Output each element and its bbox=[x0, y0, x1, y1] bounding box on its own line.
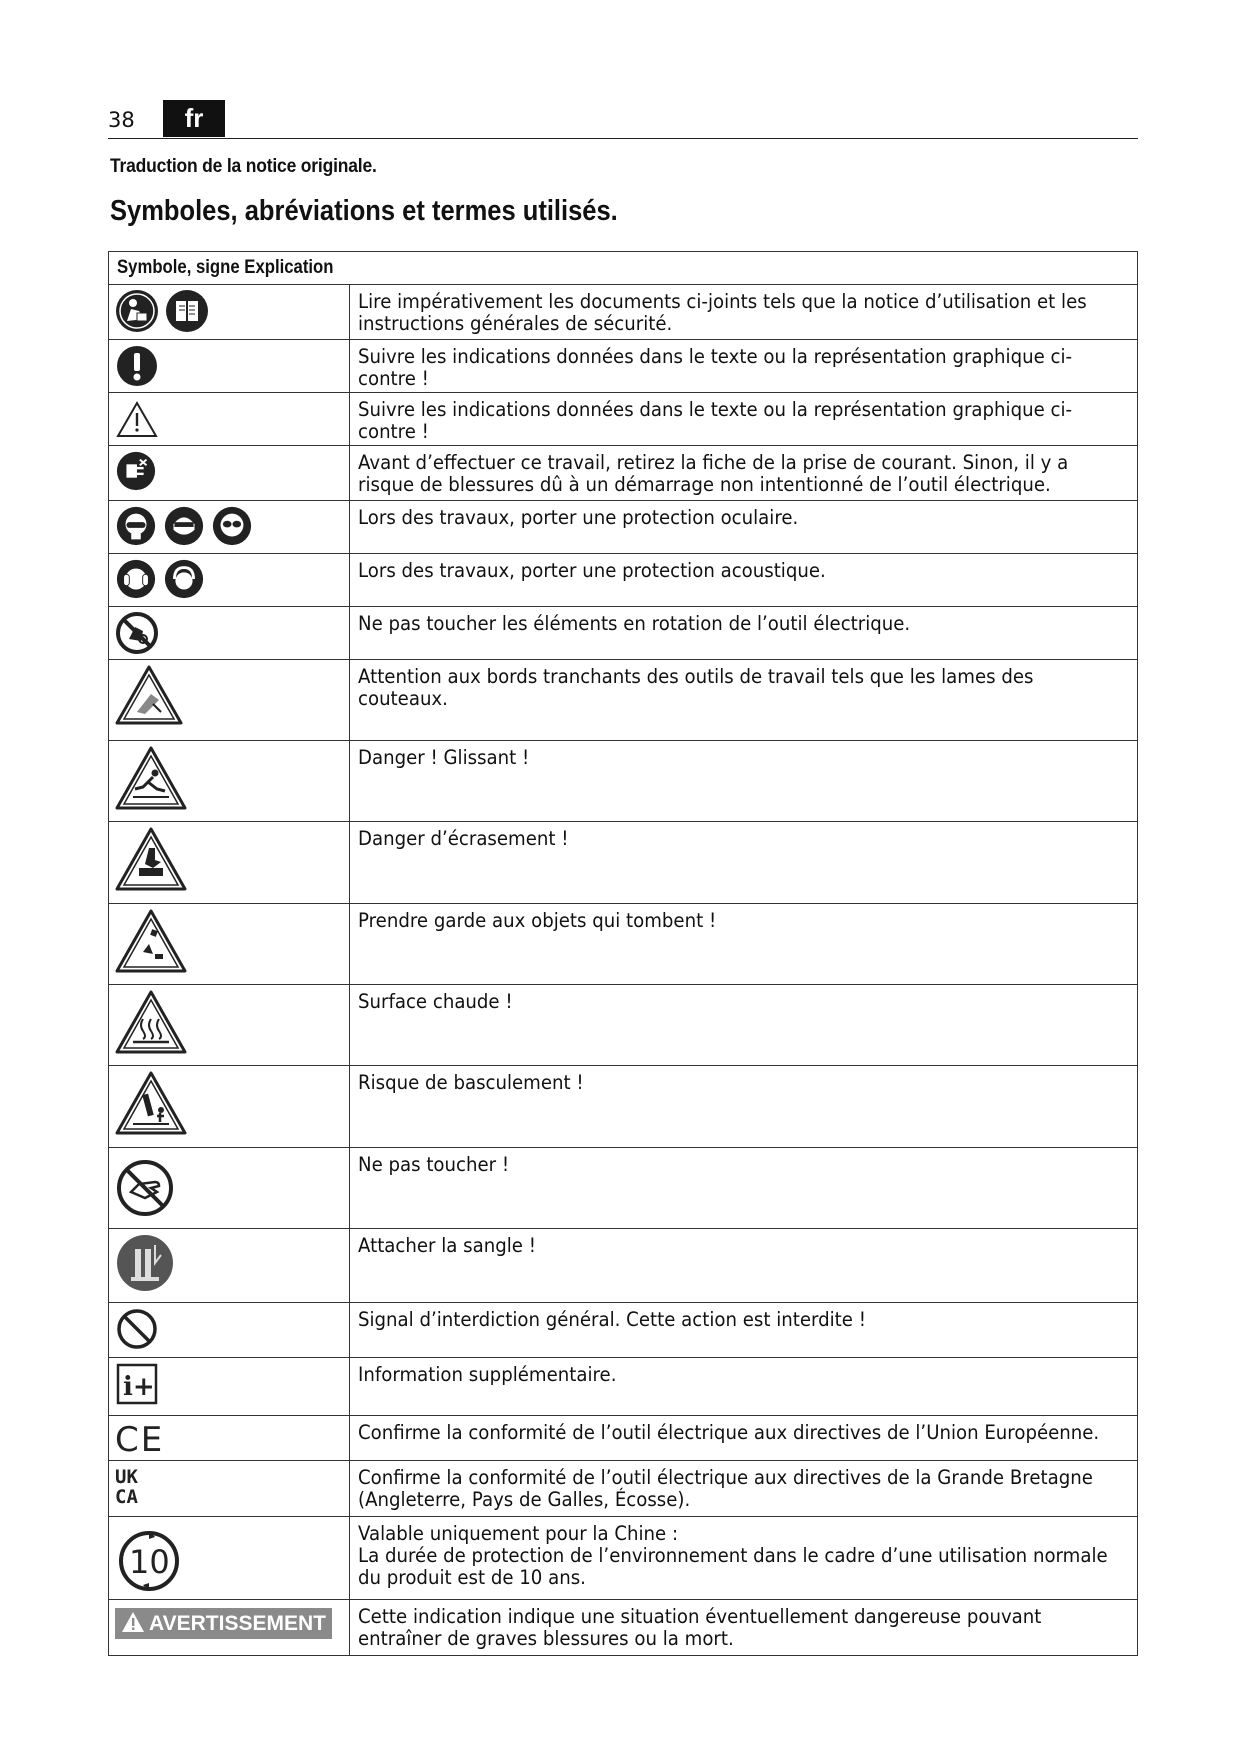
explanation-text: Risque de basculement ! bbox=[358, 1071, 584, 1094]
ce-mark-icon bbox=[115, 1420, 167, 1456]
sharp-edges-warning-icon bbox=[115, 664, 183, 726]
explanation-text: Danger d’écrasement ! bbox=[358, 827, 569, 850]
symbol-cell bbox=[109, 1600, 350, 1656]
explanation-cell bbox=[350, 501, 1138, 554]
slippery-warning-icon bbox=[115, 745, 187, 811]
explanation-cell bbox=[350, 1148, 1138, 1229]
info-mark-text: i+ bbox=[123, 1372, 155, 1402]
table-row bbox=[109, 607, 1138, 660]
symbol-cell bbox=[109, 285, 350, 340]
table-row bbox=[109, 822, 1138, 904]
explanation-cell bbox=[350, 554, 1138, 607]
explanation-cell bbox=[350, 904, 1138, 985]
table-row bbox=[109, 1517, 1138, 1600]
ear-protection-icon bbox=[115, 558, 157, 600]
symbol-cell bbox=[109, 904, 350, 985]
table-row bbox=[109, 554, 1138, 607]
explanation-text: Cette indication indique une situation éventuellement dangereuse pouvant entraîner de graves blessures ou la mort. bbox=[358, 1605, 1042, 1650]
symbol-cell bbox=[109, 554, 350, 607]
attach-strap-icon bbox=[115, 1233, 175, 1293]
explanation-cell bbox=[350, 285, 1138, 340]
explanation-cell bbox=[350, 446, 1138, 501]
symbol-cell bbox=[109, 501, 350, 554]
tipping-warning-icon bbox=[115, 1070, 187, 1136]
table-row bbox=[109, 1303, 1138, 1358]
symbol-cell bbox=[109, 340, 350, 393]
efup-years: 10 bbox=[129, 1543, 170, 1581]
avertissement-label: AVERTISSEMENT bbox=[149, 1612, 326, 1635]
explanation-text: Valable uniquement pour la Chine : La durée de protection de l’environnement dans le cadre d’une utilisation normale du produit est de 10 ans. bbox=[358, 1522, 1108, 1589]
symbol-cell bbox=[109, 393, 350, 446]
explanation-cell bbox=[350, 985, 1138, 1066]
table-header bbox=[109, 252, 1138, 285]
goggles-icon bbox=[211, 505, 253, 547]
explanation-cell bbox=[350, 1358, 1138, 1416]
explanation-text: Avant d’effectuer ce travail, retirez la fiche de la prise de courant. Sinon, il y a risque de blessures dû à un démarrage non intentionné de l’outil électrique. bbox=[358, 451, 1069, 496]
symbol-cell bbox=[109, 1358, 350, 1416]
table-row bbox=[109, 393, 1138, 446]
symbol-cell bbox=[109, 1517, 350, 1600]
explanation-text: Surface chaude ! bbox=[358, 990, 513, 1013]
ear-muffs-icon bbox=[163, 558, 205, 600]
uk-mark-text: UK bbox=[115, 1466, 138, 1488]
avertissement-badge bbox=[115, 1608, 332, 1639]
unplug-icon bbox=[115, 450, 157, 492]
table-row bbox=[109, 985, 1138, 1066]
page-title: Symboles, abréviations et termes utilisés. bbox=[110, 195, 618, 227]
explanation-text: Danger ! Glissant ! bbox=[358, 746, 530, 769]
explanation-text: Attacher la sangle ! bbox=[358, 1234, 536, 1257]
table-row bbox=[109, 340, 1138, 393]
mandatory-exclamation-icon bbox=[115, 344, 159, 388]
language-badge: fr bbox=[163, 100, 225, 137]
table-row bbox=[109, 285, 1138, 340]
symbol-cell bbox=[109, 1066, 350, 1148]
symbol-cell bbox=[109, 1461, 350, 1517]
do-not-touch-icon bbox=[115, 1158, 175, 1218]
table-row bbox=[109, 1600, 1138, 1656]
explanation-cell bbox=[350, 1461, 1138, 1517]
book-icon bbox=[165, 289, 209, 333]
symbol-cell bbox=[109, 607, 350, 660]
table-row bbox=[109, 1416, 1138, 1461]
symbol-cell bbox=[109, 741, 350, 822]
explanation-cell bbox=[350, 1416, 1138, 1461]
explanation-text: Ne pas toucher ! bbox=[358, 1153, 510, 1176]
table-row bbox=[109, 1229, 1138, 1303]
crush-warning-icon bbox=[115, 826, 187, 892]
explanation-cell bbox=[350, 660, 1138, 741]
symbol-cell bbox=[109, 1148, 350, 1229]
table-row bbox=[109, 741, 1138, 822]
ce-mark-text: CE bbox=[115, 1420, 165, 1456]
table-header-row bbox=[109, 252, 1138, 285]
explanation-cell bbox=[350, 1066, 1138, 1148]
explanation-text: Prendre garde aux objets qui tombent ! bbox=[358, 909, 717, 932]
explanation-cell bbox=[350, 741, 1138, 822]
table-header-label: Symbole, signe Explication bbox=[117, 257, 334, 278]
warning-triangle-icon bbox=[115, 397, 159, 441]
hot-surface-warning-icon bbox=[115, 989, 187, 1055]
table-row bbox=[109, 904, 1138, 985]
explanation-text: Lire impérativement les documents ci-joints tels que la notice d’utilisation et les instructions générales de sécurité. bbox=[358, 290, 1087, 335]
explanation-text: Ne pas toucher les éléments en rotation de l’outil électrique. bbox=[358, 612, 911, 635]
ca-mark-text: CA bbox=[115, 1486, 138, 1507]
explanation-text: Attention aux bords tranchants des outils de travail tels que les lames des couteaux. bbox=[358, 665, 1034, 710]
table-row bbox=[109, 1461, 1138, 1517]
page-header bbox=[108, 100, 1138, 139]
explanation-cell bbox=[350, 340, 1138, 393]
explanation-text: Lors des travaux, porter une protection acoustique. bbox=[358, 559, 826, 582]
page-number: 38 bbox=[108, 108, 135, 132]
ukca-mark-icon bbox=[115, 1465, 155, 1507]
explanation-text: Signal d’interdiction général. Cette action est interdite ! bbox=[358, 1308, 866, 1331]
symbol-cell bbox=[109, 1303, 350, 1358]
symbol-cell bbox=[109, 660, 350, 741]
eye-protection-icon bbox=[115, 505, 157, 547]
falling-objects-warning-icon bbox=[115, 908, 187, 974]
read-manual-icon bbox=[115, 289, 159, 333]
table-row bbox=[109, 446, 1138, 501]
explanation-cell bbox=[350, 1303, 1138, 1358]
explanation-cell bbox=[350, 1229, 1138, 1303]
china-efup-icon bbox=[115, 1527, 183, 1595]
table-row bbox=[109, 1358, 1138, 1416]
explanation-text: Information supplémentaire. bbox=[358, 1363, 617, 1386]
table-row bbox=[109, 1148, 1138, 1229]
information-icon bbox=[115, 1362, 159, 1406]
prohibition-icon bbox=[115, 1307, 159, 1351]
no-touch-rotating-icon bbox=[115, 611, 159, 655]
table-row bbox=[109, 501, 1138, 554]
symbols-table bbox=[108, 251, 1138, 1656]
table-row bbox=[109, 1066, 1138, 1148]
symbol-cell bbox=[109, 822, 350, 904]
explanation-text: Confirme la conformité de l’outil électrique aux directives de la Grande Bretagne (Angleterre, Pays de Galles, Écosse). bbox=[358, 1466, 1093, 1511]
table-row bbox=[109, 660, 1138, 741]
symbol-cell bbox=[109, 446, 350, 501]
explanation-text: Lors des travaux, porter une protection oculaire. bbox=[358, 506, 799, 529]
explanation-cell bbox=[350, 393, 1138, 446]
symbol-cell bbox=[109, 985, 350, 1066]
explanation-cell bbox=[350, 1517, 1138, 1600]
explanation-cell bbox=[350, 822, 1138, 904]
document-subtitle: Traduction de la notice originale. bbox=[110, 156, 377, 177]
face-shield-icon bbox=[163, 505, 205, 547]
explanation-text: Confirme la conformité de l’outil électrique aux directives de l’Union Européenne. bbox=[358, 1421, 1100, 1444]
explanation-text: Suivre les indications données dans le texte ou la représentation graphique ci-contre ! bbox=[358, 345, 1073, 390]
explanation-cell bbox=[350, 1600, 1138, 1656]
warning-triangle-icon bbox=[121, 1611, 145, 1633]
explanation-cell bbox=[350, 607, 1138, 660]
symbol-cell bbox=[109, 1229, 350, 1303]
symbol-cell bbox=[109, 1416, 350, 1461]
explanation-text: Suivre les indications données dans le texte ou la représentation graphique ci-contre ! bbox=[358, 398, 1073, 443]
